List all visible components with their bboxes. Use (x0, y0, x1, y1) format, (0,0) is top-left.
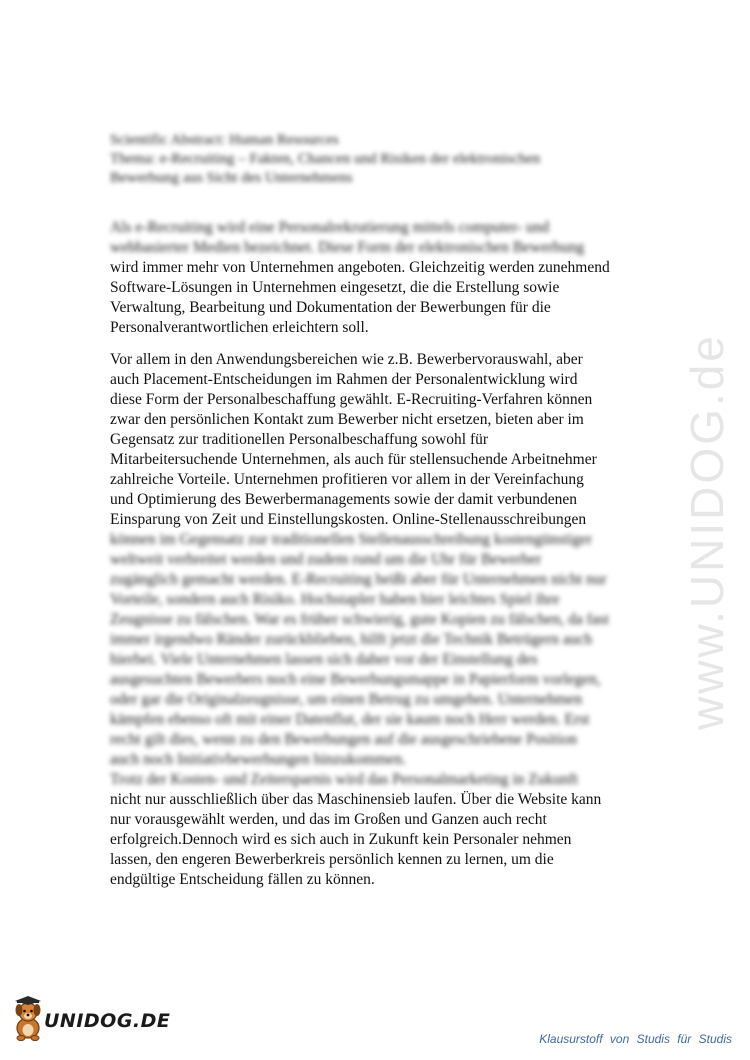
text-line: zwar den persönlichen Kontakt zum Bewerber nicht ersetzen, bieten aber im (110, 411, 584, 428)
dog-mascot-icon (8, 996, 48, 1042)
text-line: nicht nur ausschließlich über das Maschinensieb laufen. Über die Website kann (110, 791, 602, 808)
text-line: endgültige Entscheidung fällen zu können. (110, 871, 375, 888)
text-line: Software-Lösungen in Unternehmen eingesetzt, die die Erstellung sowie (110, 279, 560, 296)
text-line: auch Placement-Entscheidungen im Rahmen der Personalentwicklung wird (110, 371, 578, 388)
text-line: erfolgreich.Dennoch wird es sich auch in Zukunft kein Personaler nehmen (110, 831, 572, 848)
logo-text: UNIDOG.DE (44, 1010, 171, 1032)
text-line: und Optimierung des Bewerbermanagements sowie der damit verbundenen (110, 491, 578, 508)
text-line: zahlreiche Vorteile. Unternehmen profitieren vor allem in der Vereinfachung (110, 471, 584, 488)
header-line-3: Bewerbung aus Sicht des Unternehmens (110, 170, 353, 186)
text-line: ausgesuchten Bewerbers noch eine Bewerbungsmappe in Papierform vorlegen, (110, 671, 601, 688)
footer-tagline: Klausurstoff von Studis für Studis (539, 1032, 732, 1046)
text-line: zugänglich gemacht werden. E-Recruiting heißt aber für Unternehmen nicht nur (110, 571, 607, 588)
document-header (110, 131, 630, 188)
text-line: nur vorausgewählt werden, und das im Großen und Ganzen auch recht (110, 811, 547, 828)
watermark: www.UNIDOG.de (681, 333, 733, 730)
unidog-logo[interactable] (8, 996, 171, 1044)
text-line: wird immer mehr von Unternehmen angeboten. Gleichzeitig werden zunehmend (110, 259, 610, 276)
text-line: auch noch Initiativbewerbungen hinzukommen. (110, 751, 407, 768)
text-line: kämpfen ebenso oft mit einer Datenflut, der sie kaum noch Herr werden. Erst (110, 711, 590, 728)
paragraph-2 (110, 350, 645, 770)
text-line: Vor allem in den Anwendungsbereichen wie z.B. Bewerbervorauswahl, aber (110, 351, 583, 368)
text-line: Als e-Recruiting wird eine Personalrekrutierung mittels computer- und (110, 219, 550, 236)
text-line: lassen, den engeren Bewerberkreis persönlich kennen zu lernen, um die (110, 851, 554, 868)
text-line: Personalverantwortlichen erleichtern soll. (110, 319, 369, 336)
paragraph-3 (110, 770, 645, 890)
text-line: diese Form der Personalbeschaffung gewählt. E-Recruiting-Verfahren können (110, 391, 593, 408)
text-line: Trotz der Kosten- und Zeitersparnis wird das Personalmarketing in Zukunft (110, 771, 579, 788)
text-line: Zeugnisse zu fälschen. War es früher schwierig, gute Kopien zu fälschen, da fast (110, 611, 610, 628)
text-line: können im Gegensatz zur traditionellen Stellenausschreibung kostengünstiger (110, 531, 593, 548)
paragraph-1 (110, 218, 645, 338)
text-line: oder gar die Originalzeugnisse, um einen Betrug zu umgehen. Unternehmen (110, 691, 583, 708)
header-line-1: Scientific Abstract: Human Resources (110, 132, 339, 148)
text-line: Vorteile, sondern auch Risiko. Hochstapler haben hier leichtes Spiel ihre (110, 591, 560, 608)
text-line: weltweit verbreitet werden und zudem rund um die Uhr für Bewerber (110, 551, 542, 568)
text-line: webbasierter Medien bezeichnet. Diese Form der elektronischen Bewerbung (110, 239, 585, 256)
text-line: immer irgendwo Ränder zurückblieben, hilft jetzt die Technik Betrügern auch (110, 631, 593, 648)
text-line: Verwaltung, Bearbeitung und Dokumentation der Bewerbungen für die (110, 299, 551, 316)
text-line: hierbei. Viele Unternehmen lassen sich daher vor der Einstellung des (110, 651, 538, 668)
text-line: Gegensatz zur traditionellen Personalbeschaffung sowohl für (110, 431, 489, 448)
text-line: Einsparung von Zeit und Einstellungskosten. Online-Stellenausschreibungen (110, 511, 587, 528)
header-line-2: Thema: e-Recruiting – Fakten, Chancen und Risiken der elektronischen (110, 151, 541, 167)
text-line: Mitarbeitersuchende Unternehmen, als auch für stellensuchende Arbeitnehmer (110, 451, 597, 468)
text-line: recht gilt dies, wenn zu den Bewerbungen auf die ausgeschriebene Position (110, 731, 578, 748)
